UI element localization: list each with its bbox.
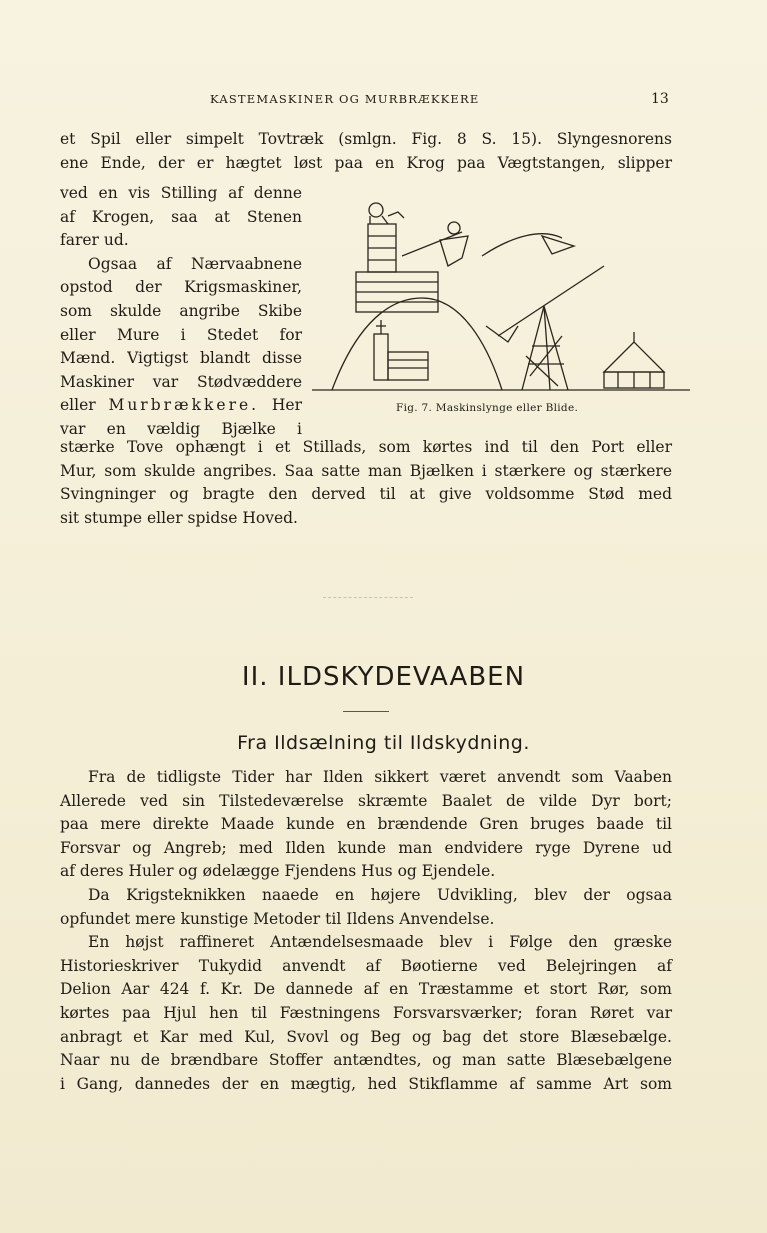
text-line: paa mere direkte Maade kunde en brændende Gren bruges baade til: [60, 815, 672, 834]
text-line: Mænd. Vigtigst blandt disse: [60, 349, 302, 368]
intro-paragraph-top: [60, 128, 672, 175]
wrapped-text-column: [60, 182, 302, 442]
soldier-head: [448, 222, 460, 234]
chapter-rule: [343, 711, 389, 712]
text-line: Maskiner var Stødvæddere: [60, 372, 302, 391]
text-line: opstod der Krigsmaskiner,: [60, 278, 302, 297]
text-line: var en vældig Bjælke i: [60, 419, 302, 438]
text-fragment: Her: [271, 396, 302, 415]
text-line: Allerede ved sin Tilstedeværelse skræmte Baalet de vilde Dyr bort;: [60, 791, 672, 810]
intro-paragraph-bottom: [60, 436, 672, 530]
church-tower: [374, 334, 388, 380]
text-line: Historieskriver Tukydid anvendt af Bøotierne ved Belejringen af: [60, 956, 672, 975]
tent: [604, 342, 664, 372]
text-line: Da Krigsteknikken naaede en højere Udvikling, blev der ogsaa: [88, 885, 672, 904]
faint-divider: [323, 597, 413, 598]
text-line: opfundet mere kunstige Metoder til Ildens Anvendelse.: [60, 909, 495, 928]
text-line: ved en vis Stilling af denne: [60, 184, 302, 202]
text-line: En højst raffineret Antændelsesmaade blev i Følge den græske: [88, 933, 672, 952]
text-line: Mur, som skulde angribes. Saa satte man Bjælken i stærkere og stærkere: [60, 461, 672, 480]
church-nave: [388, 352, 428, 380]
text-line: Naar nu de brændbare Stoffer antændtes, og man satte Blæsebælgene: [60, 1051, 672, 1070]
text-line: et Spil eller simpelt Tovtræk (smlgn. Fig. 8 S. 15). Slyngesnorens: [60, 130, 672, 148]
text-line: i Gang, dannedes der en mægtig, hed Stikflamme af samme Art som: [60, 1074, 672, 1093]
text-line: sit stumpe eller spidse Hoved.: [60, 508, 298, 527]
spear: [402, 232, 462, 256]
figure-illustration: [312, 196, 692, 396]
trestle: [522, 306, 568, 390]
text-line: af Krogen, saa at Stenen: [60, 207, 302, 226]
text-line: Fra de tidligste Tider har Ilden sikkert været anvendt som Vaaben: [88, 768, 672, 786]
text-line: ene Ende, der er hægtet løst paa en Krog paa Vægtstangen, slipper: [60, 153, 672, 172]
text-line: Svingninger og bragte den derved til at give voldsomme Stød med: [60, 485, 672, 504]
throwing-arm: [498, 266, 604, 336]
text-fragment: eller: [60, 396, 96, 415]
running-head: KASTEMASKINER OG MURBRÆKKERE: [210, 92, 480, 106]
text-line: farer ud.: [60, 231, 129, 250]
spaced-term: Murbrækkere.: [108, 396, 260, 415]
text-line: af deres Huler og ødelægge Fjendens Hus og Ejendele.: [60, 862, 496, 881]
page-number: 13: [651, 91, 669, 107]
text-line: eller Mure i Stedet for: [60, 325, 302, 344]
sling-rope: [482, 234, 562, 256]
text-line: Forsvar og Angreb; med Ilden kunde man endvidere ryge Dyrene ud: [60, 838, 672, 857]
defender-head: [369, 203, 383, 217]
text-line: Delion Aar 424 f. Kr. De dannede af en Træstamme et stort Rør, som: [60, 980, 672, 999]
section-title: Fra Ildsælning til Ildskydning.: [237, 732, 530, 754]
soldier-shield: [440, 236, 468, 266]
main-body: [60, 766, 672, 1096]
text-line: Ogsaa af Nærvaabnene: [88, 254, 302, 273]
text-line: som skulde angribe Skibe: [60, 301, 302, 320]
text-line: [60, 394, 302, 418]
text-line: stærke Tove ophængt i et Stillads, som kørtes ind til den Port eller: [60, 438, 672, 456]
chapter-title: II. ILDSKYDEVAABEN: [241, 662, 526, 692]
text-line: anbragt et Kar med Kul, Svovl og Beg og bag det store Blæsebælge.: [60, 1027, 672, 1046]
figure-caption: Fig. 7. Maskinslynge eller Blide.: [396, 402, 579, 414]
sling-net: [542, 236, 574, 254]
text-line: kørtes paa Hjul hen til Fæstningens Forsvarsværker; foran Røret var: [60, 1003, 672, 1022]
